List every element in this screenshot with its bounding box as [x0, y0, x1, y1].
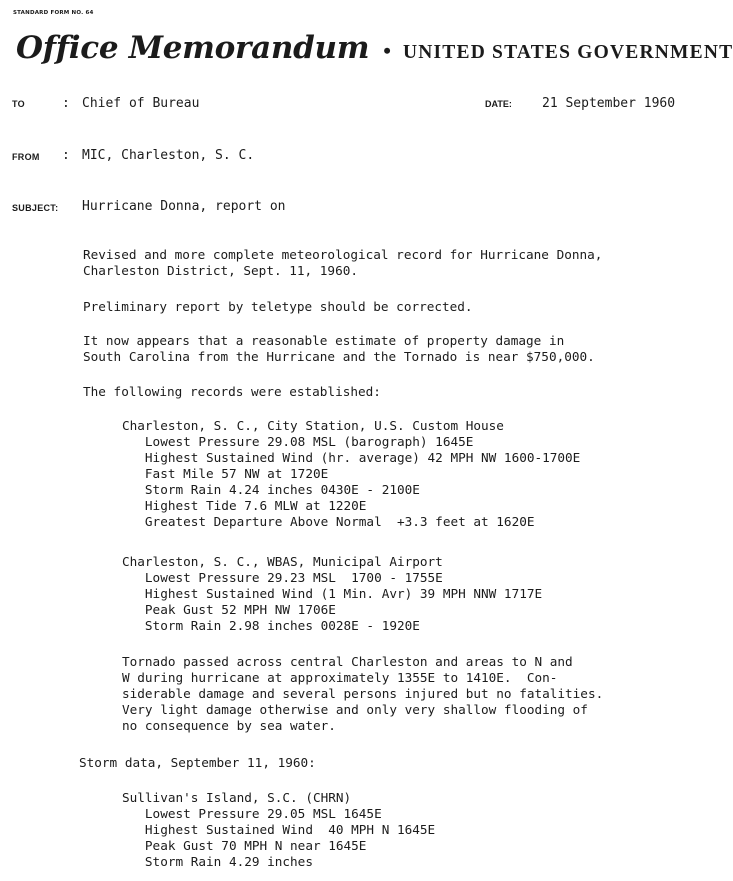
date-label: DATE:: [485, 99, 512, 109]
form-number: STANDARD FORM NO. 64: [13, 10, 94, 16]
paragraph-revised-record: Revised and more complete meteorological record for Hurricane Donna, Charleston District, Sept. 11, 1960.: [83, 247, 603, 278]
to-label: TO: [12, 99, 25, 109]
paragraph-records-intro: The following records were established:: [83, 384, 381, 399]
header-bullet: •: [383, 38, 391, 63]
from-value: MIC, Charleston, S. C.: [82, 148, 255, 163]
date-value: 21 September 1960: [542, 96, 676, 111]
memo-title: Office Memorandum: [16, 30, 370, 66]
to-colon: :: [62, 96, 70, 111]
agency-name: UNITED STATES GOVERNMENT: [402, 42, 733, 63]
station-sullivans-island-records: Sullivan's Island, S.C. (CHRN) Lowest Pressure 29.05 MSL 1645E Highest Sustained Wind 40 MPH N 1645E Peak Gust 70 MPH N near 1645E Storm Rain 4.29 inches: [122, 790, 436, 869]
paragraph-preliminary-report: Preliminary report by teletype should be corrected.: [83, 299, 473, 314]
station-city-records: Charleston, S. C., City Station, U.S. Custom House Lowest Pressure 29.08 MSL (barograph) 1645E Highest Sustained Wind (hr. average) 42 MPH NW 1600-1700E Fast Mile 57 NW at 1720E Storm Rain 4.24 inches 0430E - 2100E Highest Tide 7.6 MLW at 1220E Greatest Departure Above Normal +3.3 feet at 1620E: [122, 418, 581, 529]
subject-label: SUBJECT:: [12, 203, 59, 213]
from-label: FROM: [12, 152, 40, 162]
to-value: Chief of Bureau: [82, 96, 200, 111]
tornado-paragraph: Tornado passed across central Charleston and areas to N and W during hurricane at approximately 1355E to 1410E. Con- siderable damage and several persons injured but no fatalities. Very light damage otherwise and only very shallow flooding of no consequence by sea water.: [122, 654, 604, 733]
subject-value: Hurricane Donna, report on: [82, 199, 286, 214]
station-airport-records: Charleston, S. C., WBAS, Municipal Airport Lowest Pressure 29.23 MSL 1700 - 1755E Highest Sustained Wind (1 Min. Avr) 39 MPH NNW 1717E Peak Gust 52 MPH NW 1706E Storm Rain 2.98 inches 0028E - 1920E: [122, 554, 543, 633]
paragraph-damage-estimate: It now appears that a reasonable estimate of property damage in South Carolina from the Hurricane and the Tornado is near $750,000.: [83, 333, 595, 364]
memo-header: [16, 30, 733, 66]
storm-data-heading: Storm data, September 11, 1960:: [79, 755, 316, 770]
from-colon: :: [62, 148, 70, 163]
